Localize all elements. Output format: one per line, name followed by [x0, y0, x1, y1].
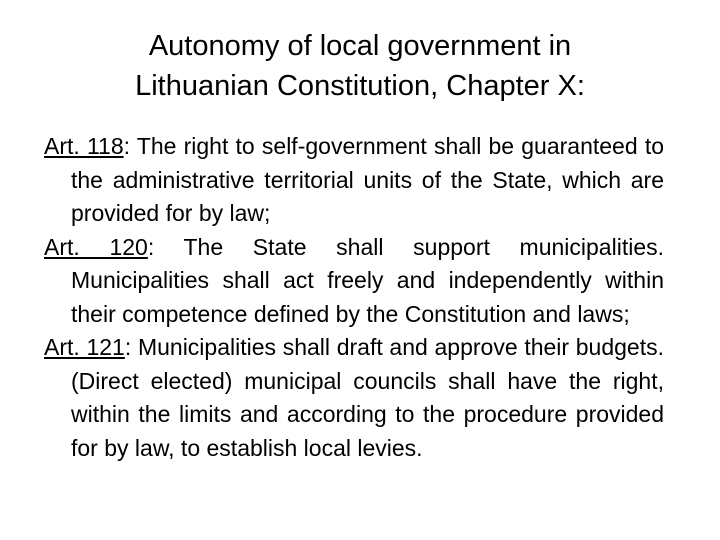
article-text: : The State shall support municipalities. Municipalities shall act freely and independently within their competence defined by the Constitution and laws;	[71, 233, 665, 327]
article-ref: Art. 121	[44, 334, 125, 360]
slide-title	[0, 26, 720, 106]
article-120	[44, 231, 664, 332]
article-text: : The right to self-government shall be guaranteed to the administrative territorial units of the State, which are provided for by law;	[71, 133, 664, 226]
article-list	[44, 130, 664, 465]
article-text: : Municipalities shall draft and approve their budgets. (Direct elected) municipal councils shall have the right, within the limits and according to the procedure provided for by law, to establish local levies.	[71, 334, 664, 461]
title-line-1: Autonomy of local government in	[148, 30, 572, 62]
article-118	[44, 130, 664, 231]
title-line-2: Lithuanian Constitution, Chapter X:	[135, 70, 585, 102]
article-ref: Art. 118	[44, 133, 124, 159]
article-121	[44, 331, 664, 465]
article-ref: Art. 120	[44, 233, 148, 260]
